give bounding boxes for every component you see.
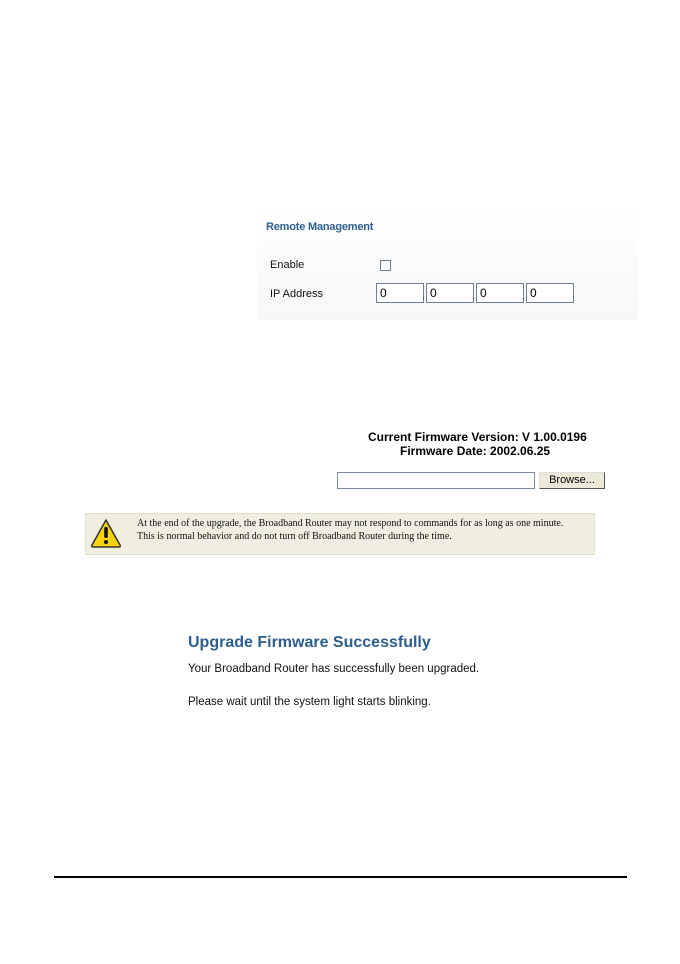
firmware-date: Firmware Date: 2002.06.25 [400,444,551,458]
warning-message [137,517,593,543]
ip-octet-4-input[interactable]: 0 [526,283,574,303]
current-firmware-version: Current Firmware Version: V 1.00.0196 [368,430,587,444]
firmware-file-input[interactable] [337,472,535,489]
ip-octet-2-input[interactable]: 0 [426,283,474,303]
footer-divider [54,876,627,878]
warning-line-2: This is normal behavior and do not turn off Broadband Router during the time. [137,531,452,542]
ip-separator: . [472,290,476,302]
upgrade-success-message: Your Broadband Router has successfully been upgraded. [188,663,480,675]
ip-octet-3-input[interactable]: 0 [476,283,524,303]
enable-checkbox[interactable] [380,260,391,271]
upgrade-success-title: Upgrade Firmware Successfully [188,634,431,651]
warning-triangle-icon [90,518,122,548]
ip-separator: . [422,290,426,302]
remote-management-title: Remote Management [266,221,374,233]
ip-separator: . [522,290,526,302]
enable-label: Enable [270,259,305,271]
browse-button[interactable]: Browse... [539,472,605,489]
wait-instruction-message: Please wait until the system light starts blinking. [188,696,431,708]
ip-address-label: IP Address [270,288,323,300]
ip-octet-1-input[interactable]: 0 [376,283,424,303]
warning-line-1: At the end of the upgrade, the Broadband Router may not respond to commands for as long as one minute. [137,518,564,529]
